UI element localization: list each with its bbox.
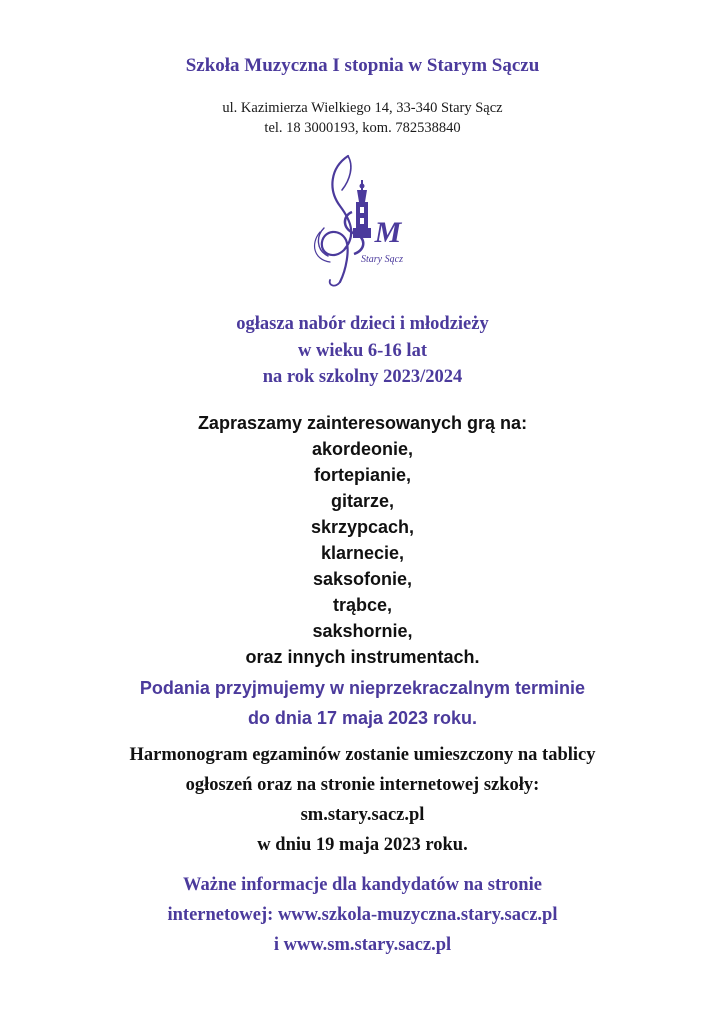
instrument-item: trąbce, — [332, 595, 393, 615]
address-line: ul. Kazimierza Wielkiego 14, 33-340 Stary Sącz — [222, 100, 503, 116]
candidate-info — [0, 870, 725, 960]
instrument-item: oraz innych instrumentach. — [245, 647, 480, 667]
school-logo — [300, 150, 425, 290]
instrument-item: akordeonie, — [311, 439, 414, 459]
schedule-line: w dniu 19 maja 2023 roku. — [257, 835, 468, 855]
info-line: internetowej: www.szkola-muzyczna.stary.sacz.pl — [167, 905, 558, 925]
treble-clef-logo-icon — [300, 150, 425, 290]
instrument-invitation — [0, 410, 725, 670]
phone-line: tel. 18 3000193, kom. 782538840 — [264, 120, 461, 136]
exam-schedule-notice — [0, 740, 725, 860]
instrument-item: fortepianie, — [313, 465, 411, 485]
announcement-line: w wieku 6-16 lat — [298, 340, 427, 361]
instrument-item: saksofonie, — [312, 569, 413, 589]
schedule-website: sm.stary.sacz.pl — [300, 805, 425, 825]
announcement-line: na rok szkolny 2023/2024 — [262, 367, 463, 387]
instrument-item: sakshornie, — [312, 621, 413, 641]
invite-heading: Zapraszamy zainteresowanych grą na: — [197, 413, 528, 433]
schedule-line: Harmonogram egzaminów zostanie umieszczony na tablicy — [129, 745, 596, 765]
schedule-line: ogłoszeń oraz na stronie internetowej szkoły: — [185, 775, 540, 795]
instrument-item: skrzypcach, — [310, 517, 415, 537]
deadline-notice — [0, 673, 725, 733]
deadline-line: Podania przyjmujemy w nieprzekraczalnym terminie — [139, 678, 586, 698]
school-name: Szkoła Muzyczna I stopnia w Starym Sączu — [185, 55, 540, 76]
announcement-line: ogłasza nabór dzieci i młodzieży — [236, 314, 489, 334]
info-line: i www.sm.stary.sacz.pl — [273, 935, 452, 955]
announcement — [0, 311, 725, 391]
info-line: Ważne informacje dla kandydatów na stronie — [183, 875, 542, 895]
instrument-item: gitarze, — [330, 491, 395, 511]
instrument-item: klarnecie, — [320, 543, 405, 563]
deadline-line: do dnia 17 maja 2023 roku. — [247, 708, 478, 728]
contact-block — [0, 98, 725, 138]
logo-letter: M — [374, 216, 402, 249]
logo-caption: Stary Sącz — [361, 254, 403, 265]
